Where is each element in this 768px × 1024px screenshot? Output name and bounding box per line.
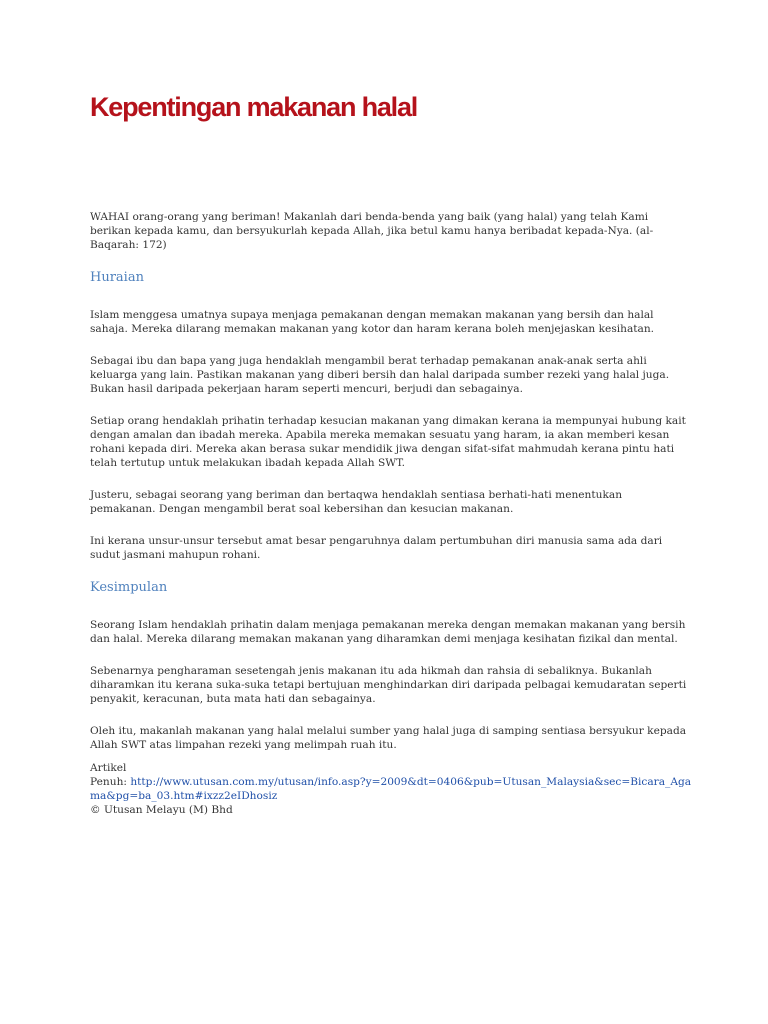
source-label: Artikel <box>90 762 127 774</box>
article-source <box>90 761 700 817</box>
copyright-notice: © Utusan Melayu (M) Bhd <box>90 804 233 816</box>
huraian-paragraph-2: Sebagai ibu dan bapa yang juga hendaklah mengambil berat terhadap pemakanan anak-anak serta ahli keluarga yang lain. Pastikan makanan yang diberi bersih dan halal daripada sumber rezeki yang halal juga. Bukan hasil daripada pekerjaan haram seperti mencuri, berjudi dan sebagainya. <box>90 355 670 395</box>
kesimpulan-paragraph-3: Oleh itu, makanlah makanan yang halal melalui sumber yang halal juga di samping sentiasa bersyukur kepada Allah SWT atas limpahan rezeki yang melimpah ruah itu. <box>90 725 687 751</box>
huraian-paragraph-4: Justeru, sebagai seorang yang beriman dan bertaqwa hendaklah sentiasa berhati-hati menentukan pemakanan. Dengan mengambil berat soal kebersihan dan kesucian makanan. <box>90 489 623 515</box>
huraian-paragraph-3: Setiap orang hendaklah prihatin terhadap kesucian makanan yang dimakan kerana ia mempunyai hubung kait dengan amalan dan ibadah mereka. Apabila mereka memakan sesuatu yang haram, ia akan memberi kesan rohani kepada diri. Mereka akan berasa sukar mendidik jiwa dengan sifat-sifat mahmudah kerana pintu hati telah tertutup untuk melakukan ibadah kepada Allah SWT. <box>90 415 686 469</box>
kesimpulan-paragraph-1: Seorang Islam hendaklah prihatin dalam menjaga pemakanan mereka dengan memakan makanan yang bersih dan halal. Mereka dilarang memakan makanan yang diharamkan demi menjaga kesihatan fizikal dan mental. <box>90 619 686 645</box>
section-heading-huraian: Huraian <box>90 270 144 285</box>
section-heading-kesimpulan: Kesimpulan <box>90 580 168 595</box>
article-body <box>90 210 690 770</box>
source-url-line <box>90 775 700 803</box>
intro-paragraph: WAHAI orang-orang yang beriman! Makanlah dari benda-benda yang baik (yang halal) yang telah Kami berikan kepada kamu, dan bersyukurlah kepada Allah, jika betul kamu hanya beribadat kepada-Nya. (al-Baqarah: 172) <box>90 211 654 251</box>
huraian-paragraph-1: Islam menggesa umatnya supaya menjaga pemakanan dengan memakan makanan yang bersih dan halal sahaja. Mereka dilarang memakan makanan yang kotor dan haram kerana boleh menjejaskan kesihatan. <box>90 309 655 335</box>
source-full-label: Penuh: <box>90 776 131 788</box>
huraian-paragraph-5: Ini kerana unsur-unsur tersebut amat besar pengaruhnya dalam pertumbuhan diri manusia sama ada dari sudut jasmani mahupun rohani. <box>90 535 663 561</box>
kesimpulan-paragraph-2: Sebenarnya pengharaman sesetengah jenis makanan itu ada hikmah dan rahsia di sebaliknya. Bukanlah diharamkan itu kerana suka-suka tetapi bertujuan menghindarkan diri daripada pelbagai kemudaratan seperti penyakit, keracunan, buta mata hati dan sebagainya. <box>90 665 687 705</box>
article-title: Kepentingan makanan halal <box>90 92 418 122</box>
source-link[interactable]: http://www.utusan.com.my/utusan/info.asp?y=2009&dt=0406&pub=Utusan_Malaysia&sec=Bicara_Agama&pg=ba_03.htm#ixzz2eIDhosiz <box>90 776 692 802</box>
